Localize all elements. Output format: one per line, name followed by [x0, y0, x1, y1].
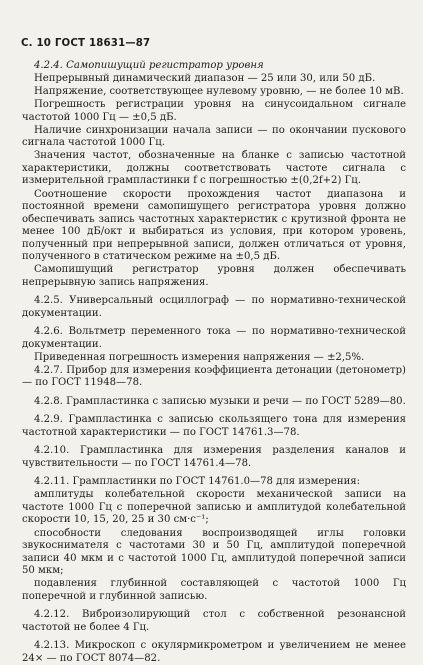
clause-4-2-11: 4.2.11. Грампластинки по ГОСТ 14761.0—78 для измерения: [34, 476, 361, 488]
clause-4-2-7: 4.2.7. Прибор для измерения коэффициента детонации (детонометр) — по ГОСТ 11948—78. [22, 364, 406, 389]
paragraph: Соотношение скорости прохождения частот диапазона и постоянной времени самопишущего регистратора уровня должно обеспечивать запись частотных характеристик с крутизной фронта не менее 100 дБ/окт и выбираться из условия, при котором уровень, полученный при непрерывной записи, должен отличаться от уровня, полученного в статическом режиме на ±0,5 дБ. [22, 188, 406, 263]
paragraph: Самопишущий регистратор уровня должен обеспечивать непрерывную запись напряжения. [22, 264, 406, 288]
list-item: амплитуды колебательной скорости механической записи на частоте 1000 Гц с поперечной записью и амплитудой колебательной скорости 10, 15, 20, 25 и 30 см·с⁻¹; [22, 489, 406, 526]
clause-4-2-5: 4.2.5. Универсальный осциллограф — по нормативно-технической документации. [22, 295, 406, 319]
list-item: подавления глубинной составляющей с частотой 1000 Гц поперечной и глубинной записью. [22, 578, 406, 602]
clause-4-2-13: 4.2.13. Микроскоп с окулярмикрометром и увеличением не менее 24× — по ГОСТ 8074—82. [22, 640, 406, 664]
paragraph: Значения частот, обозначенные на бланке с записью частотной характеристики, должны соответствовать частоте сигнала с измерительной грампластинки f с погрешностью ±(0,2f+2) Гц. [22, 150, 406, 187]
section-heading-4-2-4: 4.2.4. Самопишущий регистратор уровня [34, 60, 264, 71]
paragraph: Погрешность регистрации уровня на синусоидальном сигнале частотой 1000 Гц — ±0,5 дБ. [22, 99, 406, 123]
clause-4-2-10: 4.2.10. Грампластинка для измерения разделения каналов и чувствительности — по ГОСТ 14761.4—78. [22, 445, 406, 469]
paragraph: Приведенная погрешность измерения напряжения — ±2,5%. [34, 351, 365, 363]
clause-4-2-9: 4.2.9. Грампластинка с записью скользящего тона для измерения частотной характеристики — по ГОСТ 14761.3—78. [22, 414, 406, 438]
paragraph: Напряжение, соответствующее нулевому уровню, — не более 10 мВ. [34, 86, 404, 98]
paragraph: Непрерывный динамический диапазон — 25 или 30, или 50 дБ. [34, 73, 376, 85]
document-body [22, 60, 406, 665]
clause-4-2-8: 4.2.8. Грампластинка с записью музыки и речи — по ГОСТ 5289—80. [34, 395, 406, 407]
clause-4-2-6: 4.2.6. Вольтметр переменного тока — по нормативно-технической документации. [22, 326, 406, 350]
page-header: С. 10 ГОСТ 18631—87 [21, 38, 151, 49]
list-item: способности следования воспроизводящей иглы головки звукоснимателя с частотами 30 и 50 Гц, амплитудой поперечной записи 40 мкм и с частотой 1000 Гц, амплитудой поперечной записи 50 мкм; [22, 527, 406, 577]
clause-4-2-12: 4.2.12. Виброизолирующий стол с собственной резонансной частотой не более 4 Гц. [22, 609, 406, 633]
paragraph: Наличие синхронизации начала записи — по окончании пускового сигнала частотой 1000 Гц. [22, 124, 406, 149]
